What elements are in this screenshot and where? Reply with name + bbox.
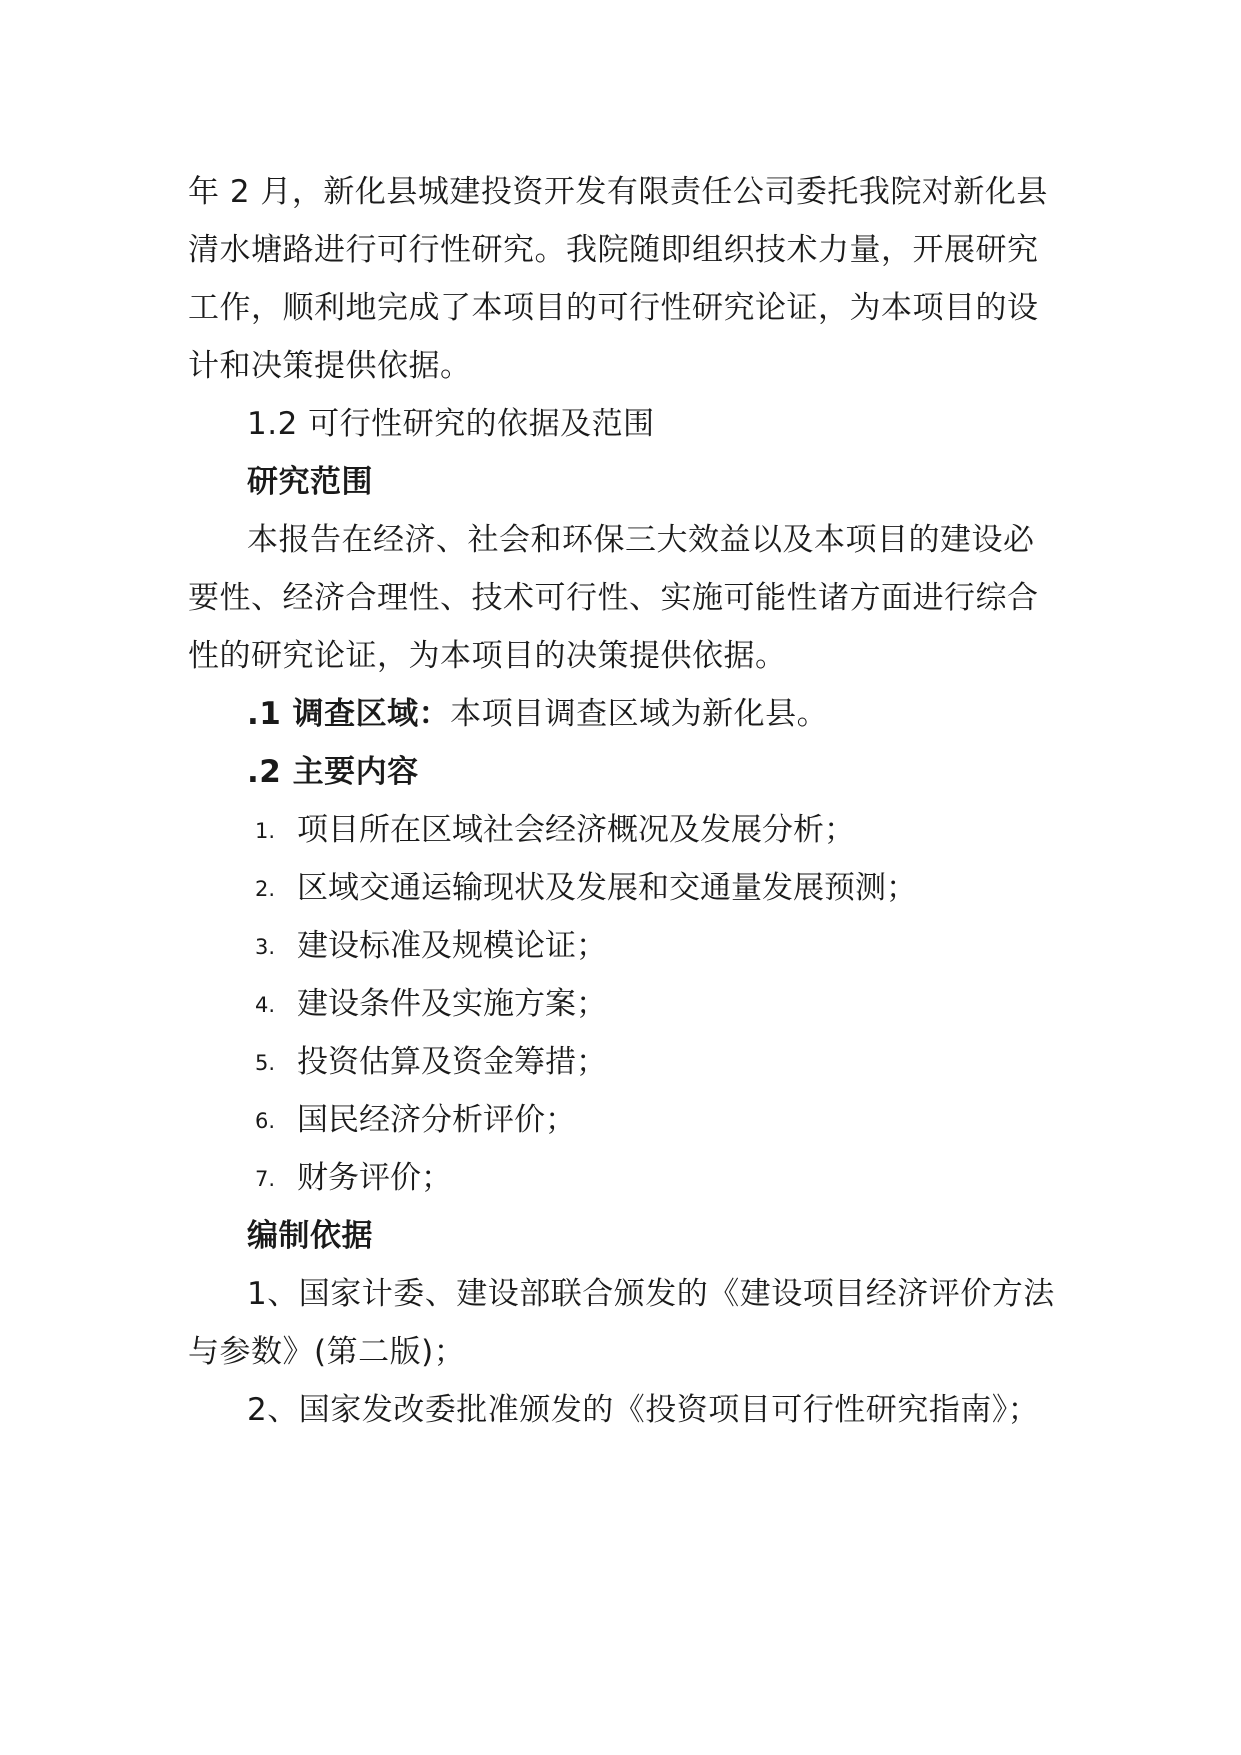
intro-line-2: 清水塘路进行可行性研究。我院随即组织技术力量，开展研究	[188, 232, 1039, 268]
intro-line-1: 年 2 月，新化县城建投资开发有限责任公司委托我院对新化县	[188, 174, 1048, 210]
list-number: 5.	[255, 1051, 276, 1075]
main-content-heading: .2 主要内容	[247, 754, 419, 790]
list-number: 7.	[255, 1167, 276, 1191]
list-item	[255, 1042, 607, 1083]
list-text: 建设标准及规模论证；	[297, 928, 607, 964]
list-text: 国民经济分析评价；	[297, 1102, 576, 1138]
list-number: 2.	[255, 877, 276, 901]
list-item	[255, 984, 607, 1025]
list-item	[255, 868, 917, 909]
intro-line-3: 工作，顺利地完成了本项目的可行性研究论证，为本项目的设	[188, 290, 1039, 326]
basis-line-3: 2、国家发改委批准颁发的《投资项目可行性研究指南》；	[247, 1392, 1040, 1428]
list-item	[255, 1158, 452, 1199]
list-item	[255, 1100, 576, 1141]
scope-line-3: 性的研究论证，为本项目的决策提供依据。	[188, 638, 787, 674]
section-heading: 1.2 可行性研究的依据及范围	[247, 406, 655, 442]
list-number: 4.	[255, 993, 276, 1017]
list-number: 3.	[255, 935, 276, 959]
list-number: 1.	[255, 819, 276, 843]
survey-area-item	[247, 694, 828, 734]
list-text: 建设条件及实施方案；	[297, 986, 607, 1022]
list-text: 区域交通运输现状及发展和交通量发展预测；	[297, 870, 917, 906]
research-scope-heading: 研究范围	[247, 464, 373, 500]
survey-area-text: 本项目调查区域为新化县。	[450, 696, 829, 732]
list-item	[255, 810, 855, 851]
compilation-basis-heading: 编制依据	[247, 1218, 373, 1254]
list-item	[255, 926, 607, 967]
survey-area-label: .1 调查区域：	[247, 696, 451, 732]
list-text: 财务评价；	[297, 1160, 452, 1196]
basis-line-1: 1、国家计委、建设部联合颁发的《建设项目经济评价方法	[247, 1276, 1055, 1312]
scope-line-1: 本报告在经济、社会和环保三大效益以及本项目的建设必	[247, 522, 1035, 558]
scope-line-2: 要性、经济合理性、技术可行性、实施可能性诸方面进行综合	[188, 580, 1039, 616]
intro-line-4: 计和决策提供依据。	[188, 348, 472, 384]
basis-line-2: 与参数》(第二版)；	[188, 1334, 466, 1370]
list-number: 6.	[255, 1109, 276, 1133]
list-text: 投资估算及资金筹措；	[297, 1044, 607, 1080]
list-text: 项目所在区域社会经济概况及发展分析；	[297, 812, 855, 848]
